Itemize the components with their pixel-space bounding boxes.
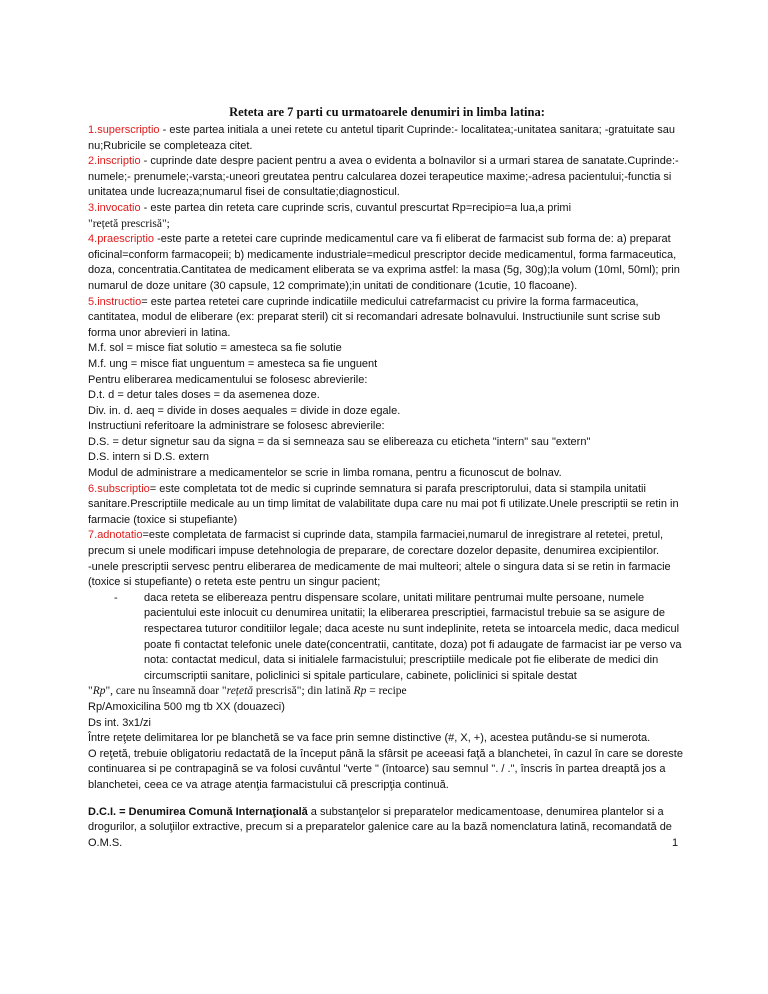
part-number: 3.: [88, 201, 98, 214]
part-term: superscriptio: [97, 124, 160, 136]
abbr-line: M.f. sol = misce fiat solutio = amesteca sa fie solutie: [88, 342, 342, 355]
part-term: subscriptio: [97, 482, 150, 495]
rx-example-line: Ds int. 3x1/zi: [88, 716, 151, 729]
abbr-line: M.f. ung = misce fiat unguentum = amesteca sa fie unguent: [88, 357, 378, 370]
abbr-line: Div. in. d. aeq = divide in doses aequales = divide in doze egale.: [88, 404, 401, 417]
part-term: praescriptio: [97, 233, 155, 246]
part-number: 2.: [88, 155, 98, 168]
dash-bullet: -: [114, 591, 118, 604]
document-body: [88, 104, 686, 851]
part-text: -este parte a retetei care cuprinde medicamentul care va fi eliberat de farmacist sub forma de: a) preparat oficinal=conform farmacopeii; b) medicamente industriale=medicul prescriptor decide medicamentul, forma farmaceutica, doza, concentratia.Cantitatea de medicament eliberata se va exprima astfel: la masa (5g, 30g);la volum (10ml, 50ml); prin numarul de doze unitare (30 capsule, 12 comprimate);in unitati de conditionare (1cutie, 10 flacoane).: [88, 233, 680, 292]
prescription-note: -unele prescriptii servesc pentru eliberarea de medicamente de mai multeori; altele o singura data si se retin in farmacie (toxice si stupefiante) o reteta este pentru un singur pacient;: [88, 560, 671, 589]
rx-example-line: Rp/Amoxicilina 500 mg tb XX (douazeci): [88, 700, 285, 713]
dci-paragraph: [88, 805, 686, 852]
part-text: - cuprinde date despre pacient pentru a avea o evidenta a bolnavilor si a urmari starea de sanatate.Cuprinde:-numele;- prenumele;-varsta;-uneori greutatea pentru calcularea dozei terapeutice maxime;-adresa pacientului;-functia si unitatea unde lucreaza;numarul fisei de consultatie;diagnosticul.: [88, 155, 679, 199]
order-paragraph: O reţetă, trebuie obligatoriu redactată de la început până la sfârsit pe aceeasi faţă a blanchetei, în cazul în care se doreste continuarea si pe contrapagină se va folosi cuvântul "verte " (întoarce) sau semnul ". / .", înscris în partea dreaptă jos a blanchetei, ceea ce va atrage atenţia farmacistului că prescripţia continuă.: [88, 747, 683, 791]
page-number: 1: [672, 837, 679, 849]
part-text: - este partea initiala a unei retete cu antetul tiparit Cuprinde:- localitatea;-unitatea sanitara; -gratuitate sau nu;Rubricile se completeaza citet.: [88, 124, 676, 152]
rp-text: prescrisă"; din latină: [253, 685, 354, 698]
abbr-line: D.t. d = detur tales doses = da asemenea doze.: [88, 389, 320, 402]
dci-term: D.C.I. = Denumirea Comună Internaţională: [88, 805, 308, 818]
part-inscriptio: [88, 154, 686, 201]
part-invocatio: [88, 201, 686, 217]
rp-text: ", care nu înseamnă doar ": [105, 685, 227, 698]
part-praescriptio: [88, 232, 686, 294]
invocatio-quote: "rețetă prescrisă";: [88, 217, 170, 230]
part-text: = este partea retetei care cuprinde indicatiile medicului catrefarmacist cu privire la forma farmaceutica, cantitatea, modul de eliberare (ex: preparat steril) cit si recomandari adresate bolnavului. Instructiunile sunt scrise sub forma unor abrevieri in latina.: [88, 295, 661, 339]
part-term: invocatio: [97, 201, 141, 214]
abbr-line: D.S. = detur signetur sau da signa = da si semneaza sau se elibereaza cu eticheta "intern" sau "extern": [88, 435, 591, 448]
part-instructio: [88, 295, 686, 342]
rp-italic-word: rețetă: [226, 685, 254, 698]
list-item: [114, 591, 686, 685]
part-text: =este completata de farmacist si cuprinde data, stampila farmaciei,numarul de inregistrare al retetei, pretul, precum si unele modificari impuse detehnologia de preparare, de corectare dozelor depasite, denumirea excipientilor.: [88, 529, 664, 558]
note-list: [88, 591, 686, 685]
part-term: instructio: [97, 295, 142, 308]
abbr-line: D.S. intern si D.S. extern: [88, 451, 210, 464]
part-term: adnotatio: [97, 529, 143, 542]
part-term: inscriptio: [97, 155, 141, 168]
part-adnotatio: [88, 528, 686, 559]
abbr-line: Modul de administrare a medicamentelor se scrie in limba romana, pentru a ficunoscut de bolnav.: [88, 467, 562, 480]
delimitation-paragraph: Între reţete delimitarea lor pe blanchetă se va face prin semne distinctive (#, X, +), acestea putându-se si numerota.: [88, 732, 651, 745]
abbr-line: Instructiuni referitoare la administrare se folosesc abrevierile:: [88, 420, 385, 433]
part-number: 1.: [88, 124, 98, 136]
part-number: 4.: [88, 233, 98, 246]
part-subscriptio: [88, 482, 686, 529]
list-item-text: daca reteta se elibereaza pentru dispensare scolare, unitati militare pentrumai multe persoane, numele pacientului este inlocuit cu denumirea unitatii; la eliberarea prescriptiei, farmacistul trebuie sa se asigure de respectarea tuturor conditiilor legale; daca aceste nu sunt indeplinite, reteta se intoarcela medic, daca medicul poate fi contactat telefonic unele date(concentratii, cantitate, doza) pot fi adaugate de farmacist iar pe verso va nota: contactat medicul, data si initialele farmacistului; prescriptiile medicale pot fie eliberate de medici din circumscriptii sanitare, policlinici si spitale particulare, cabinete, policlinici si spitale destat: [144, 591, 682, 682]
dci-text: a substanţelor si preparatelor medicamentoase, denumirea plantelor si a drogurilor, a soluţiilor extractive, precum si a preparatelor galenice care au la bază nomenclatura latină, recomandată de O.M.S.: [88, 805, 672, 849]
part-number: 6.: [88, 482, 98, 495]
part-text: - este partea din reteta care cuprinde scris, cuvantul prescurtat Rp=recipio=a lua,a primi: [140, 201, 572, 214]
part-text: = este completata tot de medic si cuprinde semnatura si parafa prescriptorului, data si stampila unitatii sanitare.Prescriptiile medicale au un timp limitat de valabilitate dupa care nu mai pot fi utilizate.Unele prescriptii se retin in farmacie (toxice si stupefiante): [88, 482, 679, 526]
rp-text: = recipe: [366, 685, 407, 698]
document-title: Reteta are 7 parti cu urmatoarele denumiri in limba latina:: [229, 105, 545, 119]
rp-definition: [88, 684, 686, 700]
rp-abbr: Rp: [92, 685, 106, 698]
part-number: 5.: [88, 295, 98, 308]
rp-abbr: Rp: [353, 685, 367, 698]
abbr-line: Pentru eliberarea medicamentului se folosesc abrevierile:: [88, 373, 368, 386]
part-superscriptio: [88, 123, 686, 154]
part-number: 7.: [88, 529, 98, 542]
rp-text: ": [88, 685, 93, 698]
